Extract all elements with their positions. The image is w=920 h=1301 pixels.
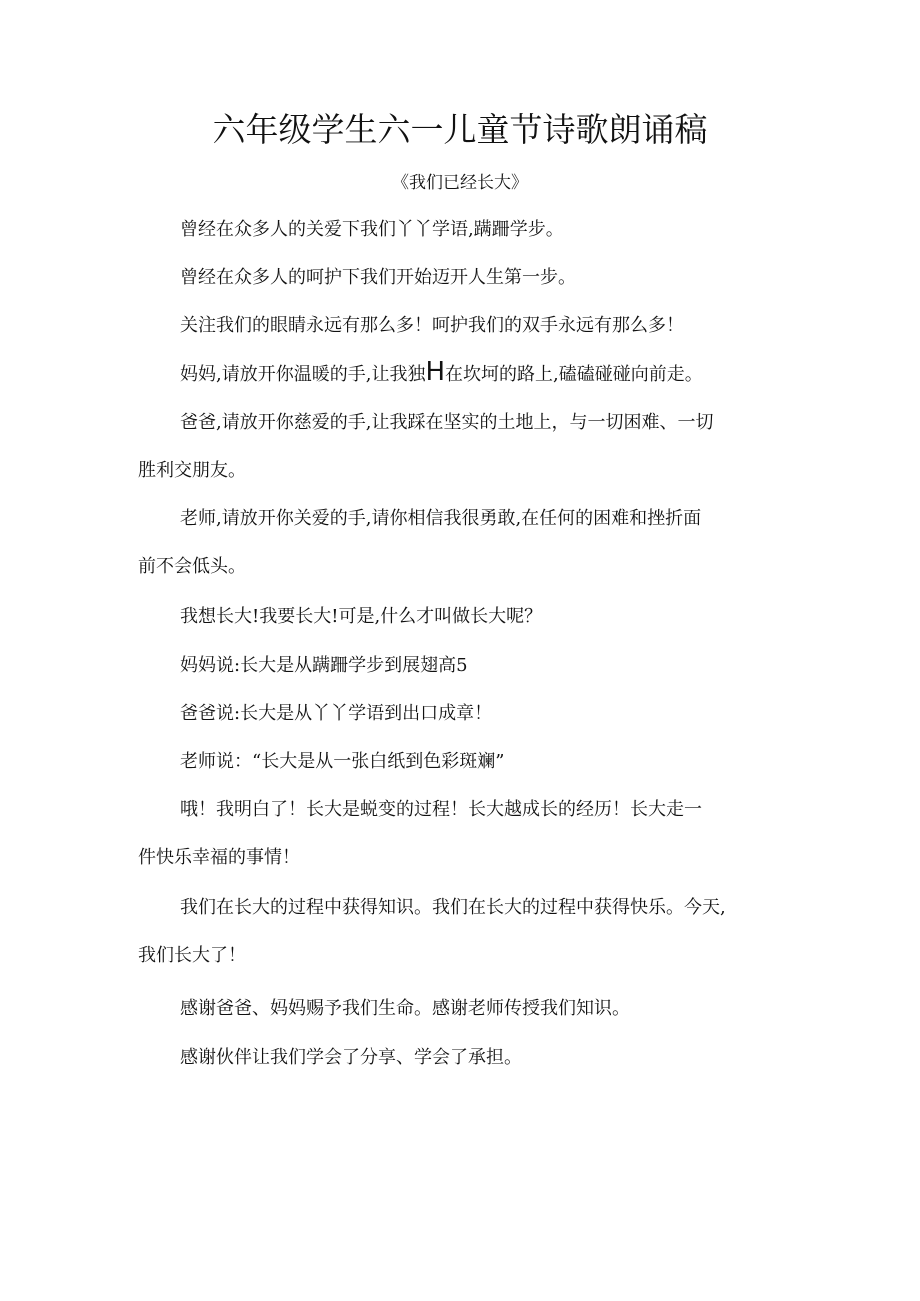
paragraph-line: 老师说：“长大是从一张白纸到色彩斑斓” <box>180 751 505 772</box>
paragraph-line: 我们长大了！ <box>138 945 246 966</box>
paragraph-1 <box>138 206 788 254</box>
paragraph-11 <box>138 786 788 882</box>
paragraph-line: 胜利交朋友。 <box>138 460 246 481</box>
paragraph-6 <box>138 495 788 591</box>
paragraph-13 <box>138 985 788 1033</box>
paragraph-line <box>138 351 788 399</box>
paragraph-line: 老师,请放开你关爱的手,请你相信我很勇敢,在任何的困难和挫折面 <box>180 508 702 529</box>
paragraph-text-part: 妈妈,请放开你温暖的手,让我独 <box>180 364 426 385</box>
paragraph-line: 曾经在众多人的关爱下我们丫丫学语,蹒跚学步。 <box>180 219 564 240</box>
paragraph-text-part: H <box>425 357 446 387</box>
paragraph-line: 曾经在众多人的呵护下我们开始迈开人生第一步。 <box>180 267 576 288</box>
paragraph-line: 前不会低头。 <box>138 556 246 577</box>
paragraph-line: 我们在长大的过程中获得知识。我们在长大的过程中获得快乐。今天, <box>180 897 726 918</box>
paragraph-line: 爸爸说:长大是从丫丫学语到出口成章！ <box>180 703 493 724</box>
paragraph-line: 爸爸,请放开你慈爱的手,让我踩在坚实的土地上，与一切困难、一切 <box>180 412 714 433</box>
paragraph-5 <box>138 399 788 495</box>
paragraph-10 <box>138 738 788 786</box>
paragraph-text-part: 在坎坷的路上,磕磕碰碰向前走。 <box>445 364 703 385</box>
paragraph-9 <box>138 690 788 738</box>
paragraph-14 <box>138 1034 788 1082</box>
paragraph-4 <box>138 351 788 399</box>
paragraph-7 <box>138 593 788 641</box>
paragraph-line: 关注我们的眼睛永远有那么多！呵护我们的双手永远有那么多！ <box>180 315 684 336</box>
paragraph-line: 哦！我明白了！长大是蜕变的过程！长大越成长的经历！长大走一 <box>180 799 702 820</box>
paragraph-line: 感谢伙伴让我们学会了分享、学会了承担。 <box>180 1047 522 1068</box>
paragraph-8 <box>138 642 788 690</box>
paragraph-line: 件快乐幸福的事情！ <box>138 847 300 868</box>
paragraph-3 <box>138 302 788 350</box>
poem-subtitle: 《我们已经长大》 <box>392 173 528 193</box>
paragraph-12 <box>138 884 788 980</box>
page-title: 六年级学生六一儿童节诗歌朗诵稿 <box>212 110 708 149</box>
paragraph-2 <box>138 254 788 302</box>
paragraph-line: 我想长大!我要长大!可是,什么才叫做长大呢？ <box>180 606 543 627</box>
paragraph-line: 妈妈说:长大是从蹒跚学步到展翅高5 <box>180 655 468 676</box>
paragraph-line: 感谢爸爸、妈妈赐予我们生命。感谢老师传授我们知识。 <box>180 998 630 1019</box>
